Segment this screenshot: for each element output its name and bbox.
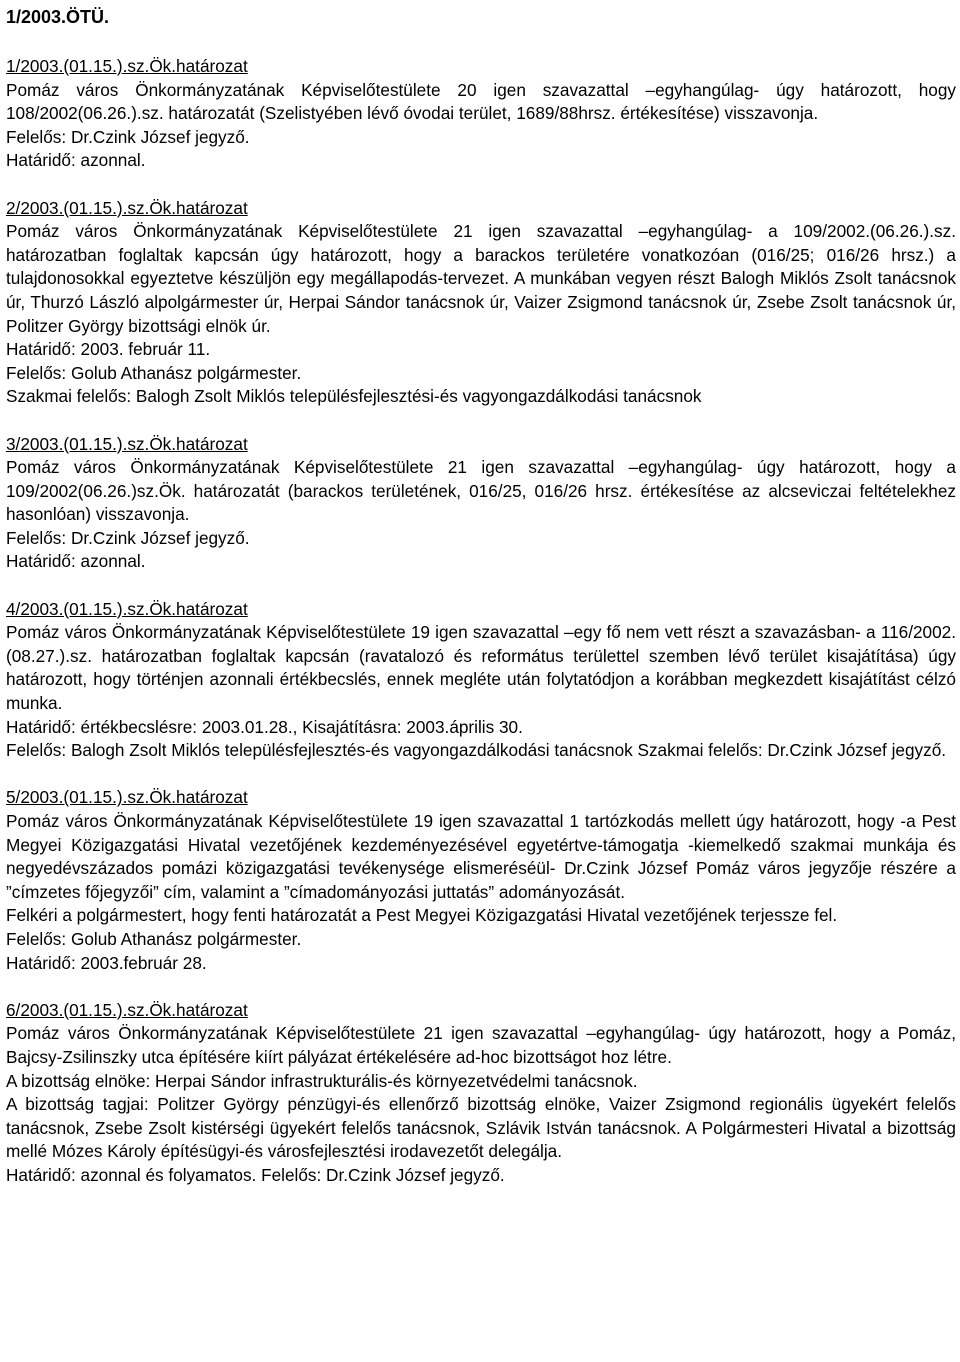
resolution-heading: 6/2003.(01.15.).sz.Ök.határozat (6, 999, 248, 1020)
resolution-6 (6, 999, 956, 1188)
responsible-line: Felelős: Golub Athanász polgármester. (6, 362, 302, 383)
document-page (6, 5, 956, 1211)
deadline-line: Határidő: 2003.február 28. (6, 952, 207, 973)
responsible-line: Felelős: Golub Athanász polgármester. (6, 928, 302, 949)
professional-responsible-line: Szakmai felelős: Balogh Zsolt Miklós településfejlesztési-és vagyongazdálkodási tanácsnok (6, 386, 702, 407)
responsible-line: Felelős: Dr.Czink József jegyző. (6, 126, 250, 147)
resolution-heading: 4/2003.(01.15.).sz.Ök.határozat (6, 598, 248, 619)
resolution-heading: 2/2003.(01.15.).sz.Ök.határozat (6, 197, 248, 218)
resolution-body: Pomáz város Önkormányzatának Képviselőtestülete 21 igen szavazattal –egyhangúlag- úgy határozott, hogy a Pomáz, Bajcsy-Zsilinszky utca építésére kiírt pályázat értékelésére ad-hoc bizottságot hoz létre. (6, 1023, 956, 1067)
resolution-5 (6, 786, 956, 975)
responsible-line: Felelős: Dr.Czink József jegyző. (6, 527, 250, 548)
resolution-body: Pomáz város Önkormányzatának Képviselőtestülete 21 igen szavazattal –egyhangúlag- úgy határozott, hogy a 109/2002(06.26.)sz.Ök. határozatát (barackos területének, 016/25, 016/26 hrsz. értékesítése az alcseviczai feltételekhez hasonlóan) visszavonja. (6, 457, 956, 525)
resolution-heading: 5/2003.(01.15.).sz.Ök.határozat (6, 787, 248, 808)
resolution-body: Pomáz város Önkormányzatának Képviselőtestülete 19 igen szavazattal 1 tartózkodás mellett úgy határozott, hogy -a Pest Megyei Közigazgatási Hivatal vezetőjének kezdeményezésével egyetértve-támogatja -kiemelkedő szakmai munkája és negyedévszázados pomázi közigazgatási tevékenysége elismeréséül- Dr.Czink József Pomáz város jegyzője részére a ”címzetes főjegyzői” cím, valamint a ”címadományozási juttatás” adományozását. (6, 811, 956, 902)
resolution-body: Pomáz város Önkormányzatának Képviselőtestülete 19 igen szavazattal –egy fő nem vett részt a szavazásban- a 116/2002.(08.27.).sz. határozatban foglaltak kapcsán (ravatalozó és református területtel szemben lévő terület kisajátítása) úgy határozott, hogy történjen azonnali értékbecslés, ennek megléte után folytatódjon a korábban megkezdett kisajátítást célzó munka. (6, 622, 956, 714)
deadline-line: Határidő: értékbecslésre: 2003.01.28., Kisajátításra: 2003.április 30. (6, 716, 523, 737)
committee-members: A bizottság tagjai: Politzer György pénzügyi-és ellenőrző bizottság elnöke, Vaizer Zsigmond regionális ügyekért felelős tanácsnok, Zsebe Zsolt kistérségi ügyekért felelős tanácsnok, Szlávik István tanácsnok. A Polgármesteri Hivatal a bizottság mellé Mózes Károly építésügyi-és városfejlesztési irodavezetőt delegálja. (6, 1094, 956, 1162)
resolution-body: Pomáz város Önkormányzatának Képviselőtestülete 20 igen szavazattal –egyhangúlag- úgy határozott, hogy 108/2002(06.26.).sz. határozatát (Szelistyében lévő óvodai terület, 1689/88hrsz. értékesítése) visszavonja. (6, 79, 956, 124)
resolution-4 (6, 598, 956, 763)
resolution-body: Pomáz város Önkormányzatának Képviselőtestülete 21 igen szavazattal –egyhangúlag- a 109/2002.(06.26.).sz. határozatban foglaltak kapcsán úgy határozott, hogy a barackos területére vonatkozóan (016/25; 016/26 hrsz.) a tulajdonosokkal egyeztetve készüljön egy megállapodás-tervezet. A munkában vegyen részt Balogh Miklós Zsolt tanácsnok úr, Thurzó László alpolgármester úr, Herpai Sándor tanácsnok úr, Vaizer Zsigmond tanácsnok úr, Zsebe Zsolt tanácsnok úr, Politzer György bizottsági elnök úr. (6, 221, 956, 336)
resolution-heading: 3/2003.(01.15.).sz.Ök.határozat (6, 433, 248, 454)
resolution-3 (6, 433, 956, 575)
deadline-line: Határidő: azonnal. (6, 551, 146, 572)
deadline-line: Határidő: azonnal. (6, 150, 146, 171)
resolution-heading: 1/2003.(01.15.).sz.Ök.határozat (6, 56, 248, 76)
deadline-responsible-line: Határidő: azonnal és folyamatos. Felelős: Dr.Czink József jegyző. (6, 1164, 505, 1185)
resolution-1 (6, 55, 956, 173)
resolution-request: Felkéri a polgármestert, hogy fenti határozatát a Pest Megyei Közigazgatási Hivatal vezetőjének terjessze fel. (6, 905, 838, 926)
resolution-2 (6, 197, 956, 409)
deadline-line: Határidő: 2003. február 11. (6, 339, 211, 360)
committee-chair-line: A bizottság elnöke: Herpai Sándor infrastrukturális-és környezetvédelmi tanácsnok. (6, 1070, 638, 1091)
document-title: 1/2003.ÖTÜ. (6, 7, 110, 27)
responsible-line: Felelős: Balogh Zsolt Miklós településfejlesztés-és vagyongazdálkodási tanácsnok Szakmai felelős: Dr.Czink József jegyző. (6, 740, 947, 761)
